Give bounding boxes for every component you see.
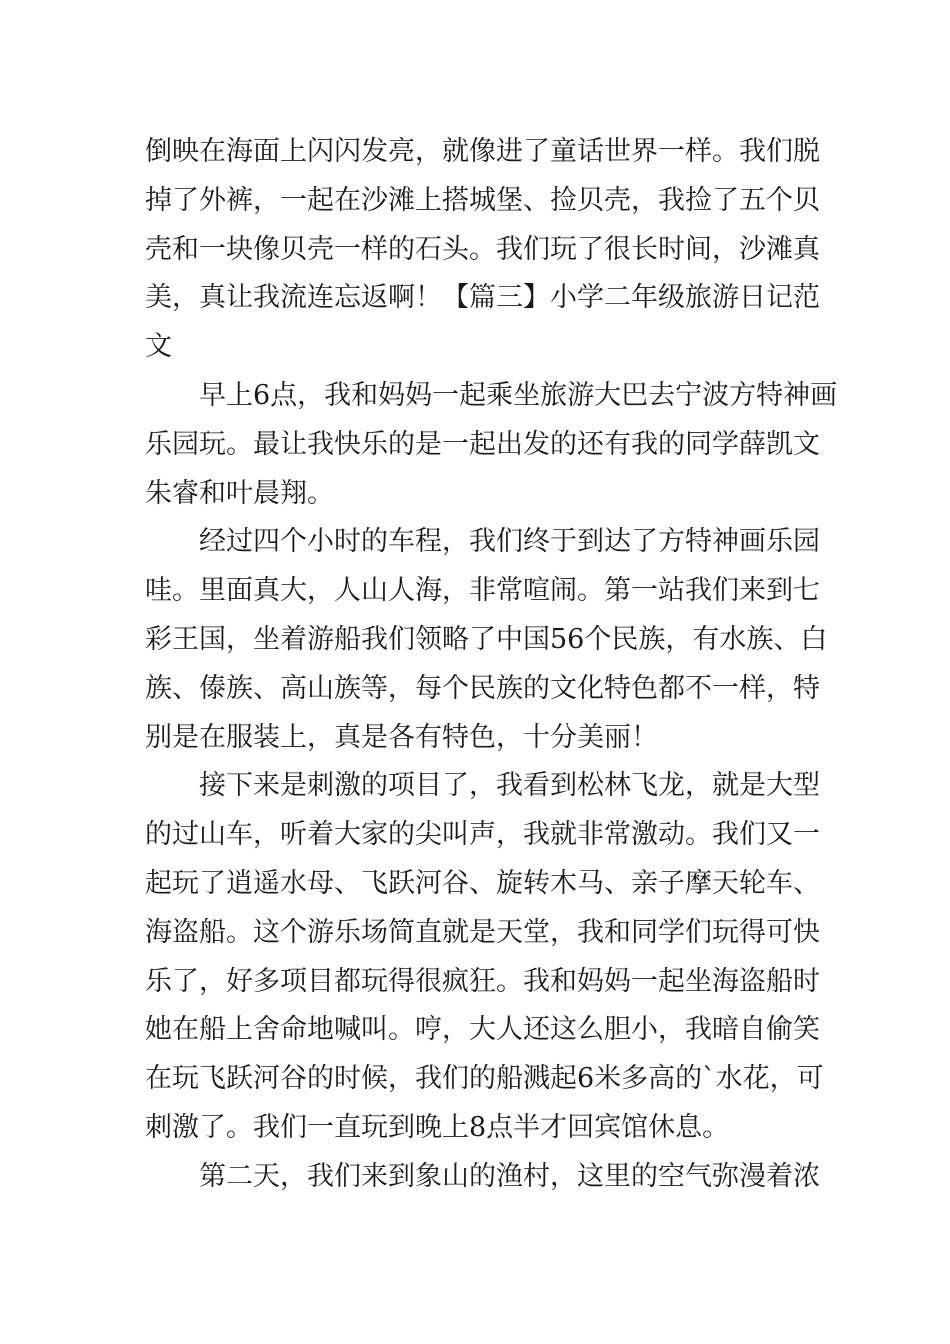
paragraph-first-line: 第二天，我们来到象山的渔村，这里的空气弥漫着浓 [199,1160,820,1192]
text-line: 起玩了逍遥水母、飞跃河谷、旋转木马、亲子摩天轮车、 [145,867,820,899]
text-line: 朱睿和叶晨翔。 [145,477,334,509]
text-line: 哇。里面真大，人山人海，非常喧闹。第一站我们来到七 [145,575,820,607]
text-line: 乐了，好多项目都玩得很疯狂。我和妈妈一起坐海盗船时 [145,965,820,997]
paragraph-first-line: 早上6点，我和妈妈一起乘坐旅游大巴去宁波方特神画 [199,379,838,411]
text-line: 别是在服装上，真是各有特色，十分美丽！ [145,721,658,753]
text-line: 刺激了。我们一直玩到晚上8点半才回宾馆休息。 [145,1111,730,1143]
text-line: 她在船上舍命地喊叫。哼，大人还这么胆小，我暗自偷笑 [145,1014,820,1046]
text-line: 美，真让我流连忘返啊！【篇三】小学二年级旅游日记范 [145,282,820,314]
document-body [145,128,838,1202]
paragraph-first-line: 接下来是刺激的项目了，我看到松林飞龙，就是大型 [199,770,820,802]
text-line: 倒映在海面上闪闪发亮，就像进了童话世界一样。我们脱 [145,136,820,167]
text-line: 在玩飞跃河谷的时候，我们的船溅起6米多高的`水花，可 [145,1063,824,1095]
paragraph-first-line: 经过四个小时的车程，我们终于到达了方特神画乐园 [199,526,820,558]
text-line: 的过山车，听着大家的尖叫声，我就非常激动。我们又一 [145,819,820,851]
text-line: 族、傣族、高山族等，每个民族的文化特色都不一样，特 [145,672,820,704]
text-line: 掉了外裤，一起在沙滩上搭城堡、捡贝壳，我捡了五个贝 [145,184,820,216]
text-line: 彩王国，坐着游船我们领略了中国56个民族，有水族、白 [145,623,828,655]
text-line: 乐园玩。最让我快乐的是一起出发的还有我的同学薛凯文 [145,428,820,460]
text-line: 文 [145,331,172,363]
text-line: 海盗船。这个游乐场简直就是天堂，我和同学们玩得可快 [145,916,820,948]
text-line: 壳和一块像贝壳一样的石头。我们玩了很长时间，沙滩真 [145,233,820,265]
